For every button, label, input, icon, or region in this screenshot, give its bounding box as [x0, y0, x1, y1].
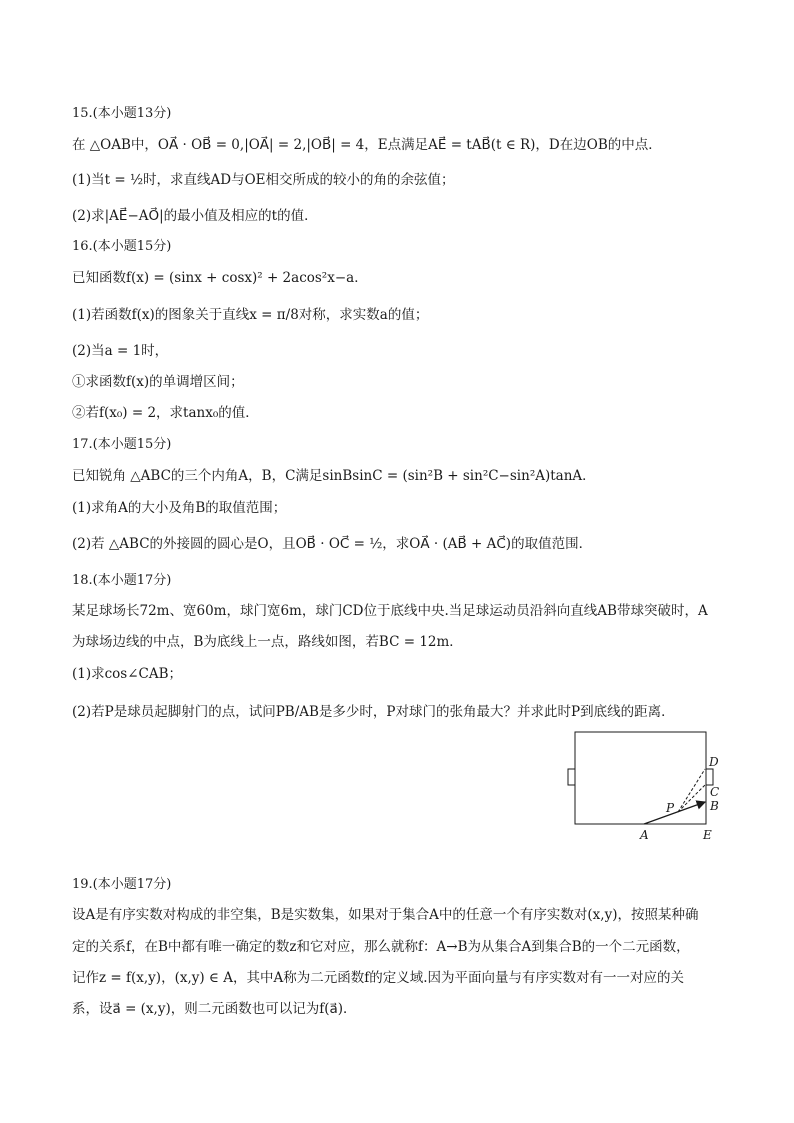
q17-header: 17.(本小题15分) [72, 437, 172, 452]
q19-line2: 定的关系f，在B中都有唯一确定的数z和它对应，那么就称f：A→B为从集合A到集合B的一个二元函数， [72, 939, 690, 955]
right-goal [706, 769, 713, 785]
q19-line1: 设A是有序实数对构成的非空集，B是实数集，如果对于集合A中的任意一个有序实数对(x,y)，按照某种确 [72, 907, 699, 923]
q17-part2: (2)若 △ABC的外接圆的圆心是O，且OB⃗ · OC⃗ = ½，求OA⃗ · (AB⃗ + AC⃗)的取值范围． [72, 536, 593, 552]
q17-part1: (1)求角A的大小及角B的取值范围； [72, 500, 287, 516]
left-goal [568, 769, 575, 785]
q19-line4: 系，设a⃗ = (x,y)，则二元函数也可以记为f(a⃗)． [72, 1001, 357, 1017]
q18-part2: (2)若P是球员起脚射门的点，试问PB/AB是多少时，P对球门的张角最大？并求此时P到底线的距离． [72, 704, 675, 720]
q19-header: 19.(本小题17分) [72, 877, 172, 892]
q15-part2: (2)求|AE⃗−AO⃗|的最小值及相应的t的值． [72, 208, 318, 224]
q17-stem: 已知锐角 △ABC的三个内角A，B，C满足sinBsinC = (sin²B + sin²C−sin²A)tanA． [72, 468, 596, 484]
label-D: D [709, 755, 719, 769]
q16-stem: 已知函数f(x) = (sinx + cosx)² + 2acos²x−a． [72, 270, 368, 286]
label-E: E [703, 828, 712, 842]
q16-sub2: ②若f(x₀) = 2，求tanx₀的值． [72, 405, 259, 421]
q16-header: 16.(本小题15分) [72, 239, 172, 254]
dashed-PC [678, 785, 705, 812]
dashed-PD [678, 769, 705, 812]
field-rectangle [575, 732, 706, 824]
q16-sub1: ①求函数f(x)的单调增区间； [72, 374, 244, 390]
q15-header: 15.(本小题13分) [72, 106, 172, 121]
label-A: A [640, 828, 649, 842]
q18-part1: (1)求cos∠CAB； [72, 666, 183, 682]
label-B: B [710, 799, 719, 813]
path-AB [644, 802, 705, 824]
q15-part1: (1)当t = ½时，求直线AD与OE相交所成的较小的角的余弦值； [72, 172, 455, 188]
q18-header: 18.(本小题17分) [72, 573, 172, 588]
q18-stem-line2: 为球场边线的中点，B为底线上一点，路线如图，若BC = 12m． [72, 634, 463, 650]
q15-stem: 在 △OAB中，OA⃗ · OB⃗ = 0,|OA⃗| = 2,|OB⃗| = 4，E点满足AE⃗ = tAB⃗(t ∈ R)，D在边OB的中点． [72, 137, 662, 153]
q16-part1: (1)若函数f(x)的图象关于直线x = π/8对称，求实数a的值； [72, 307, 429, 323]
label-P: P [666, 801, 675, 815]
q16-part2: (2)当a = 1时， [72, 343, 169, 359]
q19-line3: 记作z = f(x,y)，(x,y) ∈ A，其中A称为二元函数f的定义域.因为平面向量与有序实数对有一一对应的关 [72, 970, 684, 986]
football-field-figure [560, 725, 730, 850]
label-C: C [710, 785, 720, 799]
q18-stem-line1: 某足球场长72m、宽60m，球门宽6m，球门CD位于底线中央.当足球运动员沿斜向直线AB带球突破时，A [72, 603, 708, 619]
